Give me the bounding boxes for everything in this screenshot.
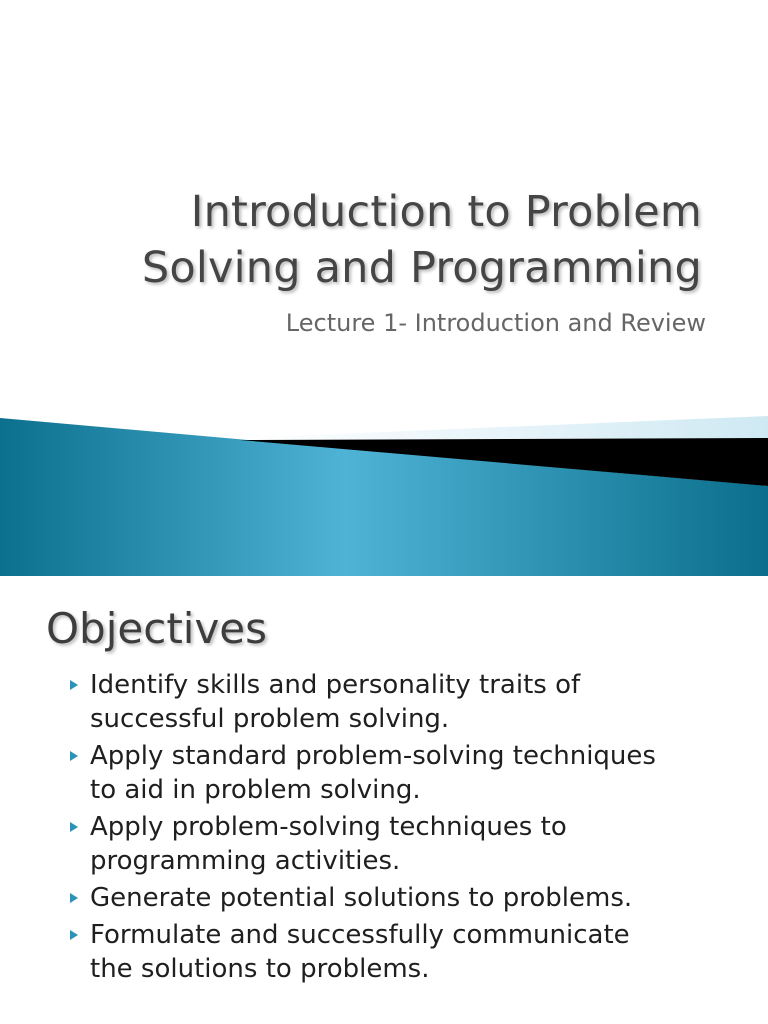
bullet-arrow-icon xyxy=(70,930,78,940)
objective-line: Generate potential solutions to problems. xyxy=(90,883,633,913)
bullet-arrow-icon xyxy=(70,751,78,761)
bullet-arrow-icon xyxy=(70,822,78,832)
objective-item xyxy=(66,810,756,878)
objective-item xyxy=(66,881,756,915)
objectives-list xyxy=(66,668,756,989)
objective-line: Apply standard problem-solving techniques xyxy=(90,741,656,771)
band-light-stripe xyxy=(240,416,768,440)
objectives-heading: Objectives xyxy=(46,604,268,653)
objective-line: successful problem solving. xyxy=(90,704,450,734)
decorative-band xyxy=(0,400,768,576)
objectives-slide xyxy=(0,576,768,1024)
objective-line: Apply problem-solving techniques to xyxy=(90,812,567,842)
objective-item xyxy=(66,739,756,807)
bullet-arrow-icon xyxy=(70,893,78,903)
objective-line: Formulate and successfully communicate xyxy=(90,920,630,950)
objective-item xyxy=(66,918,756,986)
slide-subtitle: Lecture 1- Introduction and Review xyxy=(285,309,706,337)
objective-line: to aid in problem solving. xyxy=(90,775,421,805)
objective-line: programming activities. xyxy=(90,846,401,876)
objective-line: Identify skills and personality traits of xyxy=(90,670,581,700)
objective-item xyxy=(66,668,756,736)
slide-title-line-2: Solving and Programming xyxy=(141,243,702,293)
objective-line: the solutions to problems. xyxy=(90,954,430,984)
slide-title-line-1: Introduction to Problem xyxy=(190,187,702,237)
bullet-arrow-icon xyxy=(70,680,78,690)
